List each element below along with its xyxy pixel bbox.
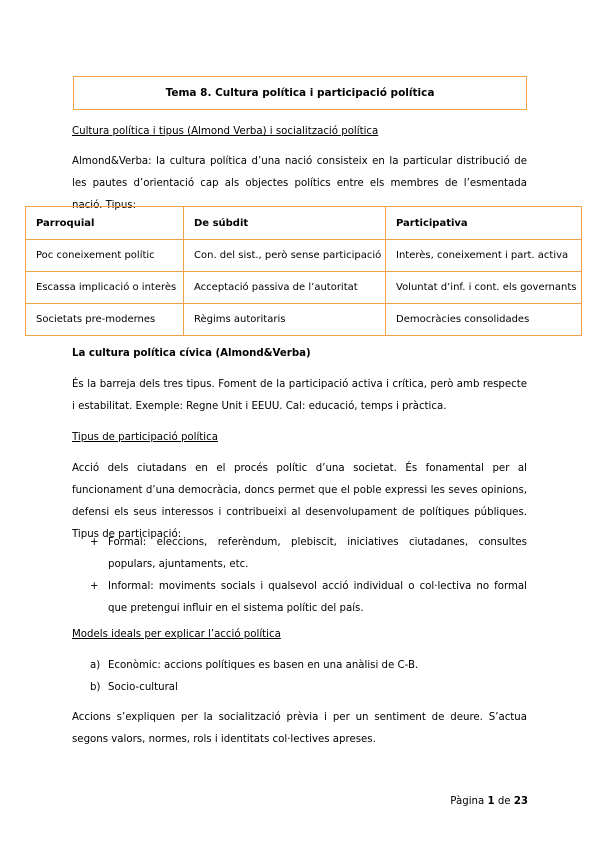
table-header-cell: Parroquial: [26, 207, 184, 240]
page-number: [450, 796, 528, 807]
table-cell: Con. del sist., però sense participació: [184, 240, 386, 272]
table-cell: Interès, coneixement i part. activa: [386, 240, 582, 272]
list-item-text: Formal: eleccions, referèndum, plebiscit, iniciatives ciutadanes, consultes populars, ajuntaments, etc.: [108, 537, 527, 570]
section2-heading: La cultura política cívica (Almond&Verba): [72, 348, 311, 359]
table-header-cell: De súbdit: [184, 207, 386, 240]
culture-types-table: [25, 206, 582, 336]
participation-list: [72, 532, 527, 620]
bullet-marker: +: [90, 581, 99, 592]
table-cell: Acceptació passiva de l’autoritat: [184, 272, 386, 304]
table-row: [26, 272, 582, 304]
table-header-row: [26, 207, 582, 240]
bullet-marker: +: [90, 537, 99, 548]
list-item: [72, 532, 527, 576]
section4-heading: Models ideals per explicar l’acció política: [72, 629, 281, 640]
section2-text: És la barreja dels tres tipus. Foment de la participació activa i crítica, però amb respecte i estabilitat. Exemple: Regne Unit i EEUU. Cal: educació, temps i pràctica.: [72, 379, 527, 412]
list-marker: b): [90, 682, 101, 693]
table-cell: Democràcies consolidades: [386, 304, 582, 336]
table-cell: Poc coneixement polític: [26, 240, 184, 272]
section3-text: Acció dels ciutadans en el procés polític d’una societat. És fonamental per al funcionament d’una democràcia, doncs permet que el poble expressi les seves opinions, defensi els seus interessos i contribueixi al desenvolupament de polítiques públiques. Tipus de participació:: [72, 463, 527, 540]
section1-heading: Cultura política i tipus (Almond Verba) i socialització política: [72, 126, 379, 137]
table-cell: Voluntat d’inf. i cont. els governants: [386, 272, 582, 304]
section4-text: Accions s’expliquen per la socialització prèvia i per un sentiment de deure. S’actua segons valors, normes, rols i identitats col·lectives apreses.: [72, 712, 527, 745]
section1-text: Almond&Verba: la cultura política d’una nació consisteix en la particular distribució de les pautes d’orientació cap als objectes polítics entre els membres de l’esmentada nació. Tipus:: [72, 156, 527, 211]
table-cell: Escassa implicació o interès: [26, 272, 184, 304]
page-label: Pàgina: [450, 796, 485, 807]
list-marker: a): [90, 660, 101, 671]
table-cell: Societats pre-modernes: [26, 304, 184, 336]
page-total: 23: [513, 796, 528, 807]
list-item-text: Socio-cultural: [108, 682, 178, 693]
table-row: [26, 304, 582, 336]
list-item-text: Informal: moviments socials i qualsevol acció individual o col·lectiva no formal que pretengui influir en el sistema polític del país.: [108, 581, 527, 614]
models-list: [72, 655, 527, 699]
page-of: de: [497, 796, 511, 807]
table-row: [26, 240, 582, 272]
table-header-cell: Participativa: [386, 207, 582, 240]
list-item: [72, 677, 527, 699]
list-item: [72, 655, 527, 677]
table-cell: Règims autoritaris: [184, 304, 386, 336]
list-item: [72, 576, 527, 620]
list-item-text: Econòmic: accions polítiques es basen en una anàlisi de C-B.: [108, 660, 419, 671]
section3-heading: Tipus de participació política: [72, 432, 218, 443]
page-current: 1: [487, 796, 495, 807]
page-title: Tema 8. Cultura política i participació política: [73, 76, 527, 110]
